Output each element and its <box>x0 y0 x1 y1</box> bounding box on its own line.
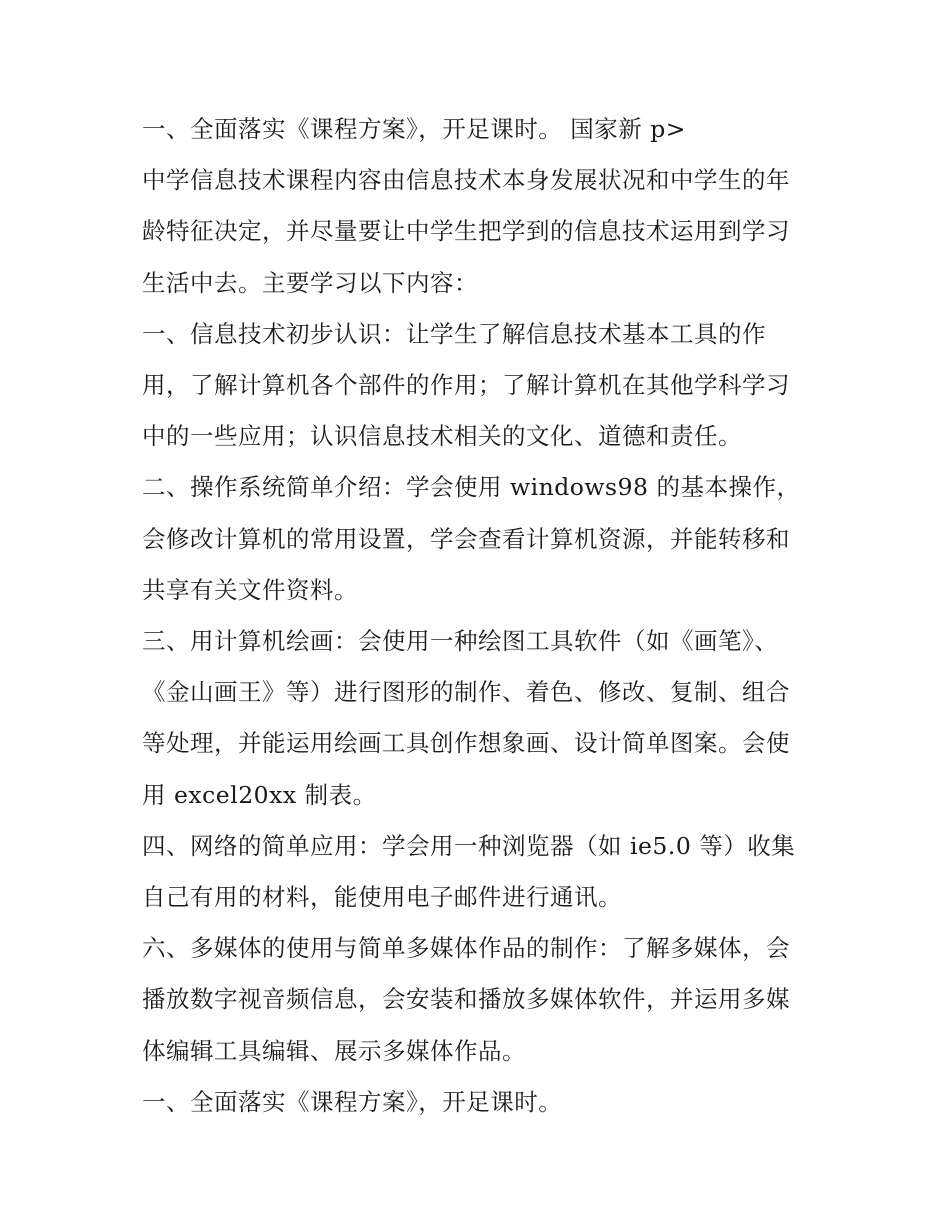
text-line: 共享有关文件资料。 <box>142 575 358 604</box>
text-line: 中学信息技术课程内容由信息技术本身发展状况和中学生的年 <box>142 166 790 195</box>
text-line: 二、操作系统简单介绍：学会使用 windows98 的基本操作， <box>142 473 801 502</box>
document-body <box>142 104 822 1128</box>
text-line: 四、网络的简单应用：学会用一种浏览器（如 ie5.0 等）收集 <box>142 831 796 860</box>
text-line: 六、多媒体的使用与简单多媒体作品的制作：了解多媒体，会 <box>142 934 790 963</box>
text-line: 龄特征决定，并尽量要让中学生把学到的信息技术运用到学习 <box>142 217 790 246</box>
text-line: 用，了解计算机各个部件的作用；了解计算机在其他学科学习 <box>142 371 790 400</box>
text-line: 等处理，并能运用绘画工具创作想象画、设计简单图案。会使 <box>142 729 790 758</box>
text-line: 中的一些应用；认识信息技术相关的文化、道德和责任。 <box>142 422 742 451</box>
text-line: 生活中去。主要学习以下内容： <box>142 268 478 297</box>
text-line: 用 excel20xx 制表。 <box>142 780 377 809</box>
text-line: 体编辑工具编辑、展示多媒体作品。 <box>142 1036 526 1065</box>
text-line: 一、全面落实《课程方案》，开足课时。 国家新 p> <box>142 115 686 143</box>
text-line: 会修改计算机的常用设置，学会查看计算机资源，并能转移和 <box>142 524 790 553</box>
text-line: 一、信息技术初步认识：让学生了解信息技术基本工具的作 <box>142 319 766 348</box>
text-line: 一、全面落实《课程方案》，开足课时。 <box>142 1087 563 1116</box>
text-line: 自己有用的材料，能使用电子邮件进行通讯。 <box>142 883 622 912</box>
text-line: 三、用计算机绘画：会使用一种绘图工具软件（如《画笔》、 <box>142 627 779 656</box>
text-line: 播放数字视音频信息，会安装和播放多媒体软件，并运用多媒 <box>142 985 790 1014</box>
text-line: 《金山画王》等）进行图形的制作、着色、修改、复制、组合 <box>142 678 790 707</box>
